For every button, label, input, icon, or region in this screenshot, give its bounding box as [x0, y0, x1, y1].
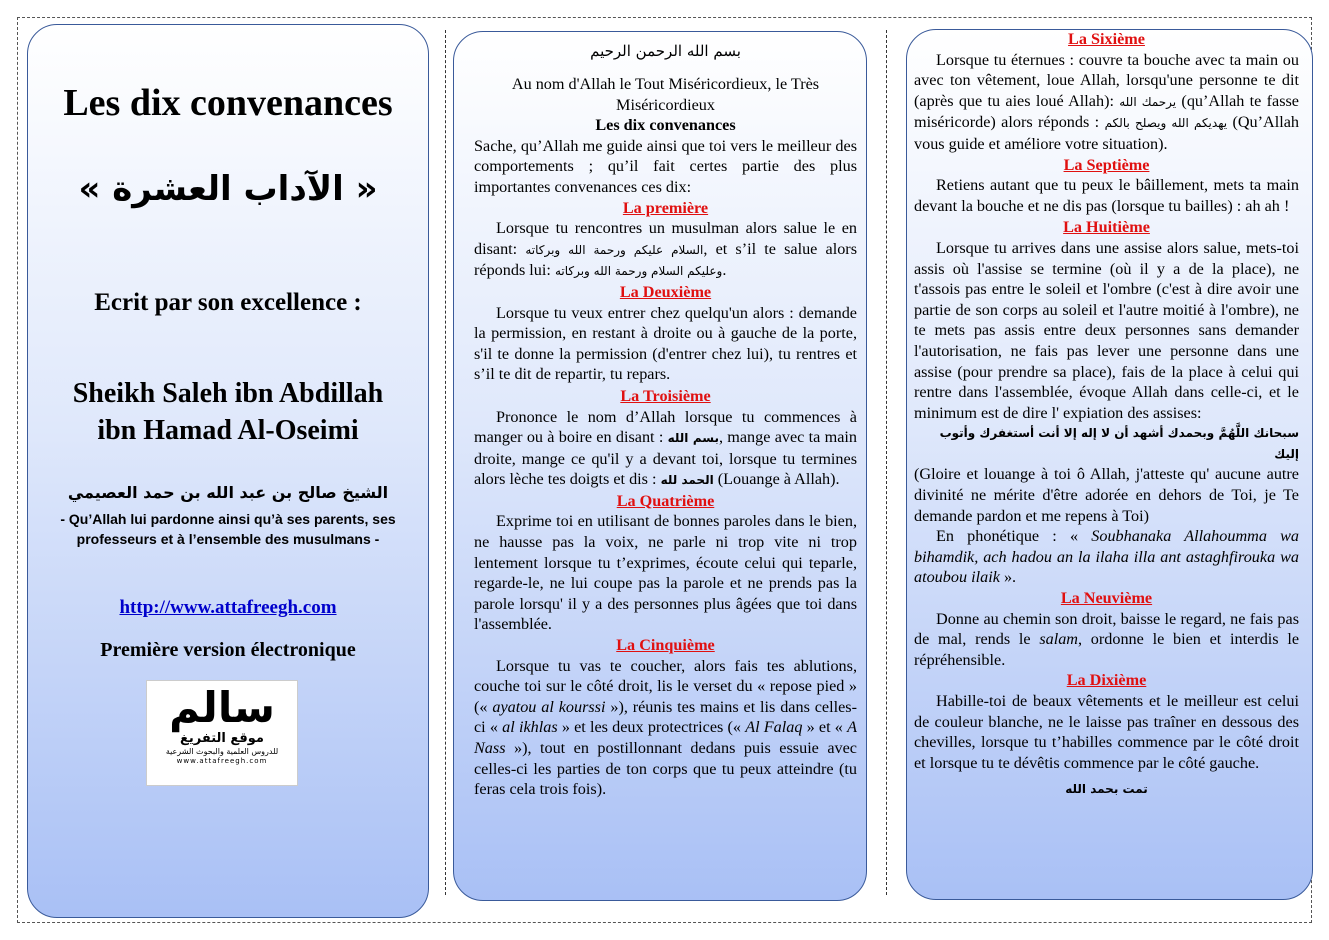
heading-first: La première: [622, 198, 709, 217]
author-name: [28, 375, 428, 449]
cover-panel: [27, 24, 429, 918]
paragraph-tenth: Habille-toi de beaux vêtements et le meilleur est celui de couleur blanche, ne le laisse pas traîner en dessous des chevilles, lorsque tu t’habilles commence par le côté droit et lorsque tu te dévêtis commence par le côté gauche.: [914, 692, 1299, 772]
paragraph-sixth: Lorsque tu éternues : couvre ta bouche avec ta main ou avec ton vêtement, loue Allah, lorsqu'une personne te dit (après que tu aies loué Allah): يرحمك الله (qu’Allah te fasse miséricorde) alors réponds : يهديكم الله ويصلح بالكم (Qu’Allah vous guide et améliore votre situation).: [914, 50, 1299, 153]
version-label: Première version électronique: [100, 639, 356, 661]
heading-ninth: La Neuvième: [1060, 589, 1153, 608]
heading-fourth: La Quatrième: [616, 491, 715, 510]
website-link[interactable]: http://www.attafreegh.com: [119, 597, 337, 618]
logo-main-text: سالم: [169, 683, 275, 732]
logo-tagline: للدروس العلمية والبحوث الشرعية: [165, 747, 279, 756]
paragraph-first: Lorsque tu rencontres un musulman alors salue le en disant: السلام عليكم ورحمة الله وبركاته, et s’il te salue alors réponds lui: وعليكم السلام ورحمة الله وبركاته.: [474, 219, 857, 280]
content-panel-2: [906, 29, 1313, 900]
paragraph-fourth: Exprime toi en utilisant de bonnes paroles dans le bien, ne hausse pas la voix, ne parle ni trop vite ni trop lentement lorsque tu t’exprimes, écoute celui qui teparle, regarde-le, ne lui coupe pas la parole et ne prends pas la parole lorsqu' il y a des personnes plus âgées que toi dans l'assemblée.: [474, 512, 857, 634]
site-logo: [146, 680, 298, 786]
column-separator: [445, 30, 446, 895]
paragraph-second: Lorsque tu veux entrer chez quelqu'un alors : demande la permission, en restant à droite ou à gauche de la porte, s'il te donne la permission (d'entrer chez lui), tu rentres et s’il te dit de repartir, tu repars.: [474, 303, 857, 384]
content-panel-1: [453, 31, 867, 901]
dua-text: - Qu’Allah lui pardonne ainsi qu’à ses parents, ses professeurs et à l’ensemble des musulmans -: [60, 511, 396, 547]
cover-title: Les dix convenances: [63, 82, 393, 124]
intro-text: Au nom d'Allah le Tout Miséricordieux, le Très Miséricordieux: [511, 75, 820, 114]
subtitle: Les dix convenances: [595, 116, 736, 135]
heading-fifth: La Cinquième: [616, 636, 715, 655]
cover-arabic-title: « الآداب العشرة »: [78, 169, 378, 209]
paragraph-fifth: Lorsque tu vas te coucher, alors fais tes ablutions, couche toi sur le côté droit, lis le verset du « repose pied » (« ayatou al kourssi »), réunis tes mains et lis dans celles-ci « al ikhlas » et les deux protectrices (« Al Falaq » et « A Nass »), tout en postillonnant dedans puis essuie avec celles-ci les parties de ton corps que tu peux atteindre (tu feras cela trois fois).: [474, 656, 857, 799]
heading-seventh: La Septième: [1063, 155, 1150, 174]
expiation-phonetic: En phonétique : « Soubhanaka Allahoumma wa bihamdik, ach hadou an la ilaha illa ant astaghfirouka wa atoubou ilaik ».: [914, 527, 1300, 587]
closing-arabic: تمت بحمد الله: [1065, 782, 1148, 797]
logo-sub-text: موقع التفريغ: [180, 731, 264, 746]
preface: Sache, qu’Allah me guide ainsi que toi vers le meilleur des comportements ; qu’il fait certes partie des plus importantes convenances ces dix:: [474, 136, 857, 196]
heading-third: La Troisième: [620, 386, 711, 405]
column-separator: [886, 30, 887, 895]
author-line-2: ibn Hamad Al-Oseimi: [97, 415, 359, 446]
heading-tenth: La Dixième: [1066, 671, 1147, 690]
heading-eighth: La Huitième: [1063, 218, 1150, 237]
paragraph-eighth: Lorsque tu arrives dans une assise alors salue, mets-toi assis où l'assise se termine (où il y a de la place), ne t'assois pas entre le soleil et l'ombre (c'est à dire avoir une partie de son corps au soleil et l'autre moitié à l'ombre), ne te mets pas assis entre deux personnes sans demander l'autorisation, ne fais pas lever une personne dans une assise (pour prendre sa place), fais de la place à celui qui rentre dans l'assemblée, évoque Allah dans celle-ci, et le minimum est de dire l' expiation des assises:: [914, 238, 1299, 422]
heading-sixth: La Sixième: [1068, 30, 1145, 48]
author-arabic: الشيخ صالح بن عبد الله بن حمد العصيمي: [67, 483, 389, 502]
paragraph-ninth: Donne au chemin son droit, baisse le regard, ne fais pas de mal, rends le salam, ordonne le bien et interdis le répréhensible.: [914, 609, 1300, 669]
written-by: Ecrit par son excellence :: [94, 289, 362, 316]
expiation-translation: (Gloire et louange à toi ô Allah, j'atteste qu' aucune autre divinité ne mérite d'être adorée en dehors de Toi, je Te demande pardon et me repens à Toi): [914, 465, 1299, 525]
paragraph-third: Prononce le nom d’Allah lorsque tu commences à manger ou à boire en disant : بسم الله, mange avec ta main droite, mange ce qu'il y a devant toi, lorsque tu termines alors lèche tes doigts et dis : الحمد لله (Louange à Allah).: [474, 407, 857, 489]
paragraph-seventh: Retiens autant que tu peux le bâillement, mets ta main devant la bouche et ne dis pas (lorsque tu bailles) : ah ah !: [914, 176, 1299, 215]
basmala: بسم الله الرحمن الرحيم: [590, 42, 741, 60]
author-line-1: Sheikh Saleh ibn Abdillah: [72, 378, 384, 409]
expiation-arabic: سبحانك اللَّهُمَّ وبحمدك أشهد أن لا إله إلا أنت أستغفرك وأتوب إليك: [939, 426, 1299, 461]
logo-url: www.attafreegh.com: [176, 757, 268, 765]
heading-second: La Deuxième: [619, 282, 712, 301]
